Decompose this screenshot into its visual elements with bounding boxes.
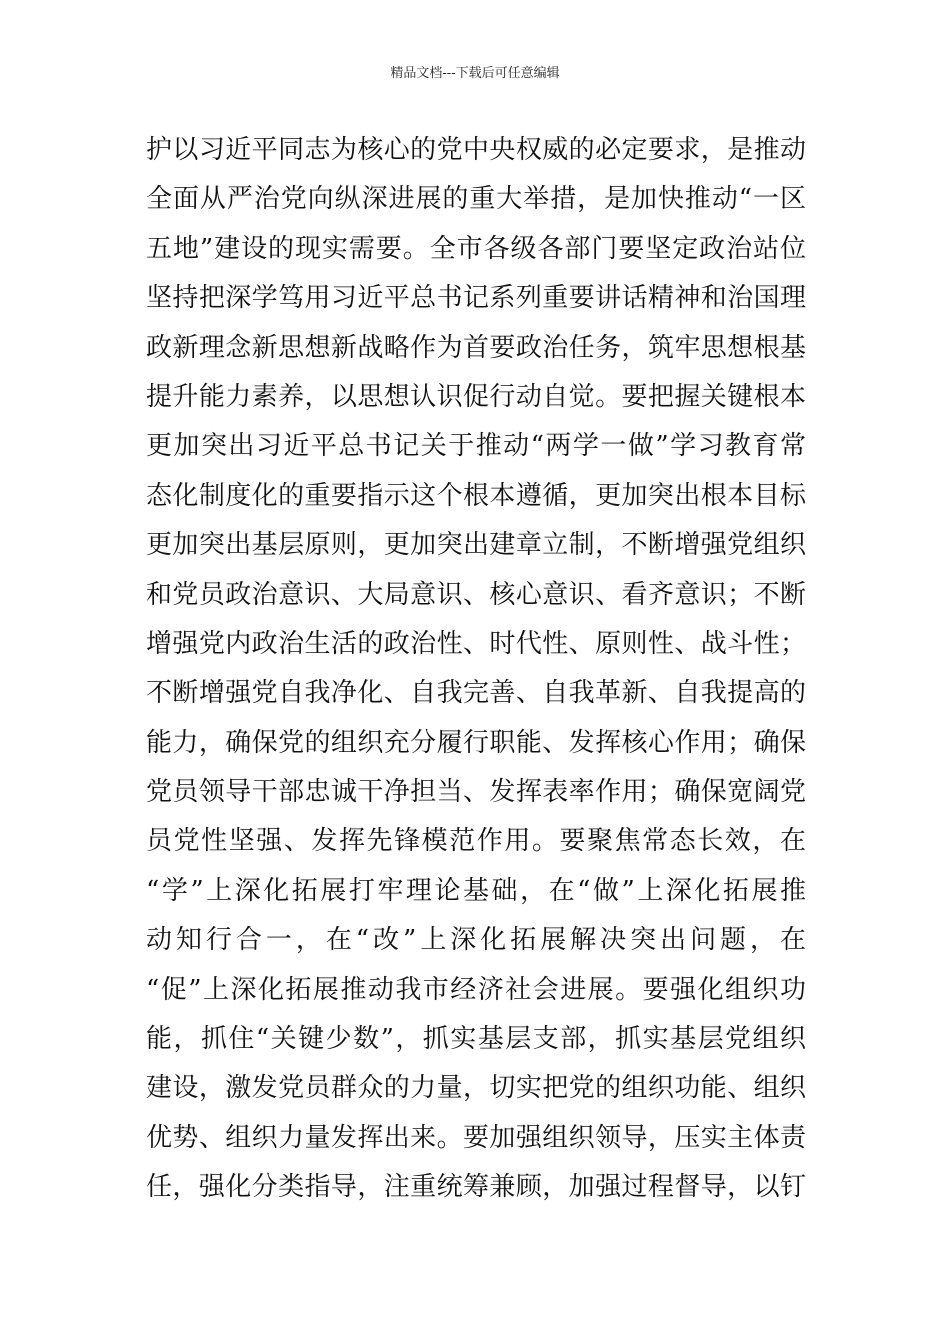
text-line: 五地”建设的现实需要。全市各级各部门要坚定政治站位 <box>146 233 806 264</box>
text-line: 不断增强党自我净化、自我完善、自我革新、自我提高的 <box>146 678 806 709</box>
page-header: 精品文档---下载后可任意编辑 <box>390 66 560 81</box>
text-line: 护以习近平同志为核心的党中央权威的必定要求，是推动 <box>146 135 806 165</box>
text-line: 党员领导干部忠诚干净担当、发挥表率作用；确保宽阔党 <box>146 777 806 808</box>
text-line: 更加突出基层原则，更加突出建章立制，不断增强党组织 <box>146 530 806 561</box>
text-line: 政新理念新思想新战略作为首要政治任务，筑牢思想根基 <box>146 332 806 363</box>
text-line: 建设，激发党员群众的力量，切实把党的组织功能、组织 <box>146 1073 806 1104</box>
text-line: 员党性坚强、发挥先锋模范作用。要聚焦常态长效，在 <box>146 826 806 857</box>
text-line: 增强党内政治生活的政治性、时代性、原则性、战斗性； <box>146 628 806 659</box>
text-line: 更加突出习近平总书记关于推动“两学一做”学习教育常 <box>146 431 806 462</box>
text-line: 任，强化分类指导，注重统筹兼顾，加强过程督导，以钉 <box>146 1172 806 1203</box>
text-line: “学”上深化拓展打牢理论基础，在“做”上深化拓展推 <box>146 875 806 906</box>
text-line: 提升能力素养，以思想认识促行动自觉。要把握关键根本 <box>146 381 806 412</box>
text-line: 态化制度化的重要指示这个根本遵循，更加突出根本目标 <box>146 480 806 511</box>
text-line: 能，抓住“关键少数”，抓实基层支部，抓实基层党组织 <box>146 1024 806 1055</box>
text-line: 优势、组织力量发挥出来。要加强组织领导，压实主体责 <box>146 1122 806 1153</box>
text-line: 坚持把深学笃用习近平总书记系列重要讲话精神和治国理 <box>146 283 806 314</box>
text-line: 能力，确保党的组织充分履行职能、发挥核心作用；确保 <box>146 727 806 758</box>
body-paragraph <box>146 126 806 1213</box>
text-line: 全面从严治党向纵深进展的重大举措，是加快推动“一区 <box>146 184 806 215</box>
text-line: 和党员政治意识、大局意识、核心意识、看齐意识；不断 <box>146 579 806 610</box>
text-line: 动知行合一，在“改”上深化拓展解决突出问题，在 <box>146 925 806 956</box>
text-line: “促”上深化拓展推动我市经济社会进展。要强化组织功 <box>146 974 806 1005</box>
